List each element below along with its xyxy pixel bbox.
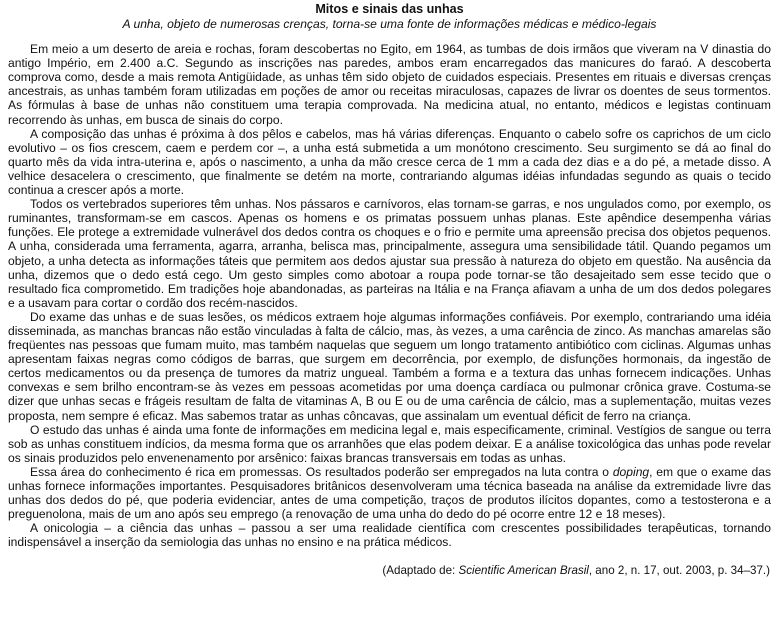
paragraph-6-before: Essa área do conhecimento é rica em promessas. Os resultados poderão ser empregados na luta contra o — [30, 464, 613, 479]
source-suffix: , ano 2, n. 17, out. 2003, p. 34–37.) — [588, 564, 770, 578]
paragraph-6-after: , em que o exame das unhas fornece informações importantes. Pesquisadores britânicos desenvolveram uma técnica baseada na análise da extremidade livre das unhas dos dedos do pé, que poderia evidenciar, antes de uma competição, traços de produtos ilícitos dopantes, como a testosterona e a preguenolona, mais de um ano após seu emprego (a renovação de uma unha do dedo do pé ocorre entre 12 e 18 meses). — [8, 464, 771, 522]
paragraph-4: Do exame das unhas e de suas lesões, os médicos extraem hoje algumas informações confiáveis. Por exemplo, contrariando uma idéia disseminada, as manchas brancas não estão vinculadas à falta de cálcio, mas, às vezes, a uma carência de zinco. As manchas amarelas são freqüentes nas pessoas que fumam muito, mas também naquelas que seguem um longo tratamento antibiótico com ciclinas. Algumas unhas apresentam faixas negras como códigos de barras, que surgem em decorrência, por exemplo, de disfunções hormonais, da ingestão de certos medicamentos ou da presença de tumores da matriz ungueal. Também a forma e a textura das unhas fornecem indicações. Unhas convexas e sem brilho encontram-se às vezes em pessoas acometidas por uma doença cardíaca ou pulmonar crônica grave. Costuma-se dizer que unhas secas e frágeis resultam de falta de vitaminas A, B ou E ou de uma carência de cálcio, mas a suplementação, muitas vezes proposta, nem sempre é eficaz. Mas sabemos tratar as unhas côncavas, que assinalam um eventual déficit de ferro na criança. — [8, 309, 771, 423]
paragraph-1: Em meio a um deserto de areia e rochas, foram descobertas no Egito, em 1964, as tumbas de dois irmãos que viveram na V dinastia do antigo Império, em 2.400 a.C. Segundo as inscrições nas paredes, ambos eram encarregados das manicures do faraó. A descoberta comprova como, desde a mais remota Antigüidade, as unhas têm sido objeto de cuidados especiais. Presentes em rituais e diversas crenças ancestrais, as unhas também foram utilizadas em poções de amor ou receitas miraculosas, capazes de livrar os doentes de seus tormentos. As fórmulas à base de unhas não constituem uma terapia comprovada. Na medicina atual, no entanto, médicos e legistas continuam recorrendo às unhas, em busca de sinais do corpo. — [8, 42, 771, 127]
source-prefix: (Adaptado de: — [382, 564, 459, 578]
paragraph-7: A onicologia – a ciência das unhas – passou a ser uma realidade científica com crescentes possibilidades terapêuticas, tornando indispensável a inserção da semiologia das unhas no ensino e na prática médicos. — [8, 521, 771, 550]
paragraph-6 — [8, 465, 771, 521]
paragraph-5: O estudo das unhas é ainda uma fonte de informações em medicina legal e, mais especificamente, criminal. Vestígios de sangue ou terra sob as unhas constituem indícios, da mesma forma que os arranhões que elas podem deixar. E a análise toxicológica das unhas pode revelar os sinais produzidos pelo envenenamento por arsênico: faixas brancas transversais em todas as unhas. — [8, 422, 771, 465]
article-subtitle: A unha, objeto de numerosas crenças, torna-se uma fonte de informações médicas e médico-legais — [122, 17, 657, 31]
source-citation — [8, 564, 771, 578]
paragraph-6-emphasis: doping — [612, 464, 650, 479]
paragraph-2: A composição das unhas é próxima à dos pêlos e cabelos, mas há várias diferenças. Enquanto o cabelo sofre os caprichos de um ciclo evolutivo – os fios crescem, caem e perdem cor –, a unha está submetida a um monótono crescimento. Seu surgimento se dá ao final do quarto mês da vida intra-uterina e, após o nascimento, a unha da mão cresce cerca de 1 mm a cada dez dias e a do pé, a metade disso. A velhice desacelera o crescimento, que finalmente se detém na morte, contrariando algumas idéias infundadas segundo as quais o tecido continua a crescer após a morte. — [8, 126, 771, 198]
article-title: Mitos e sinais das unhas — [315, 2, 464, 16]
source-publication: Scientific American Brasil — [458, 564, 589, 578]
paragraph-3: Todos os vertebrados superiores têm unhas. Nos pássaros e carnívoros, elas tornam-se garras, e nos ungulados como, por exemplo, os ruminantes, transformam-se em cascos. Apenas os homens e os primatas possuem unhas planas. Este apêndice desempenha várias funções. Ele protege a extremidade vulnerável dos dedos contra os choques e o frio e permite uma apreensão precisa dos objetos pequenos. A unha, considerada uma ferramenta, agarra, arranha, belisca mas, principalmente, assegura uma sensibilidade tátil. Quando pegamos um objeto, a unha detecta as informações táteis que permitem aos dedos ajustar sua pressão à natureza do objeto em questão. Na ausência da unha, dizemos que o dedo está cego. Um gesto simples como abotoar a roupa pode tornar-se tão desajeitado sem esse tecido que o resultado fica comprometido. Em tradições hoje abandonadas, as parteiras na Itália e na França afiavam a unha de um dos dedos polegares e a usavam para cortar o cordão dos recém-nascidos. — [8, 197, 771, 310]
